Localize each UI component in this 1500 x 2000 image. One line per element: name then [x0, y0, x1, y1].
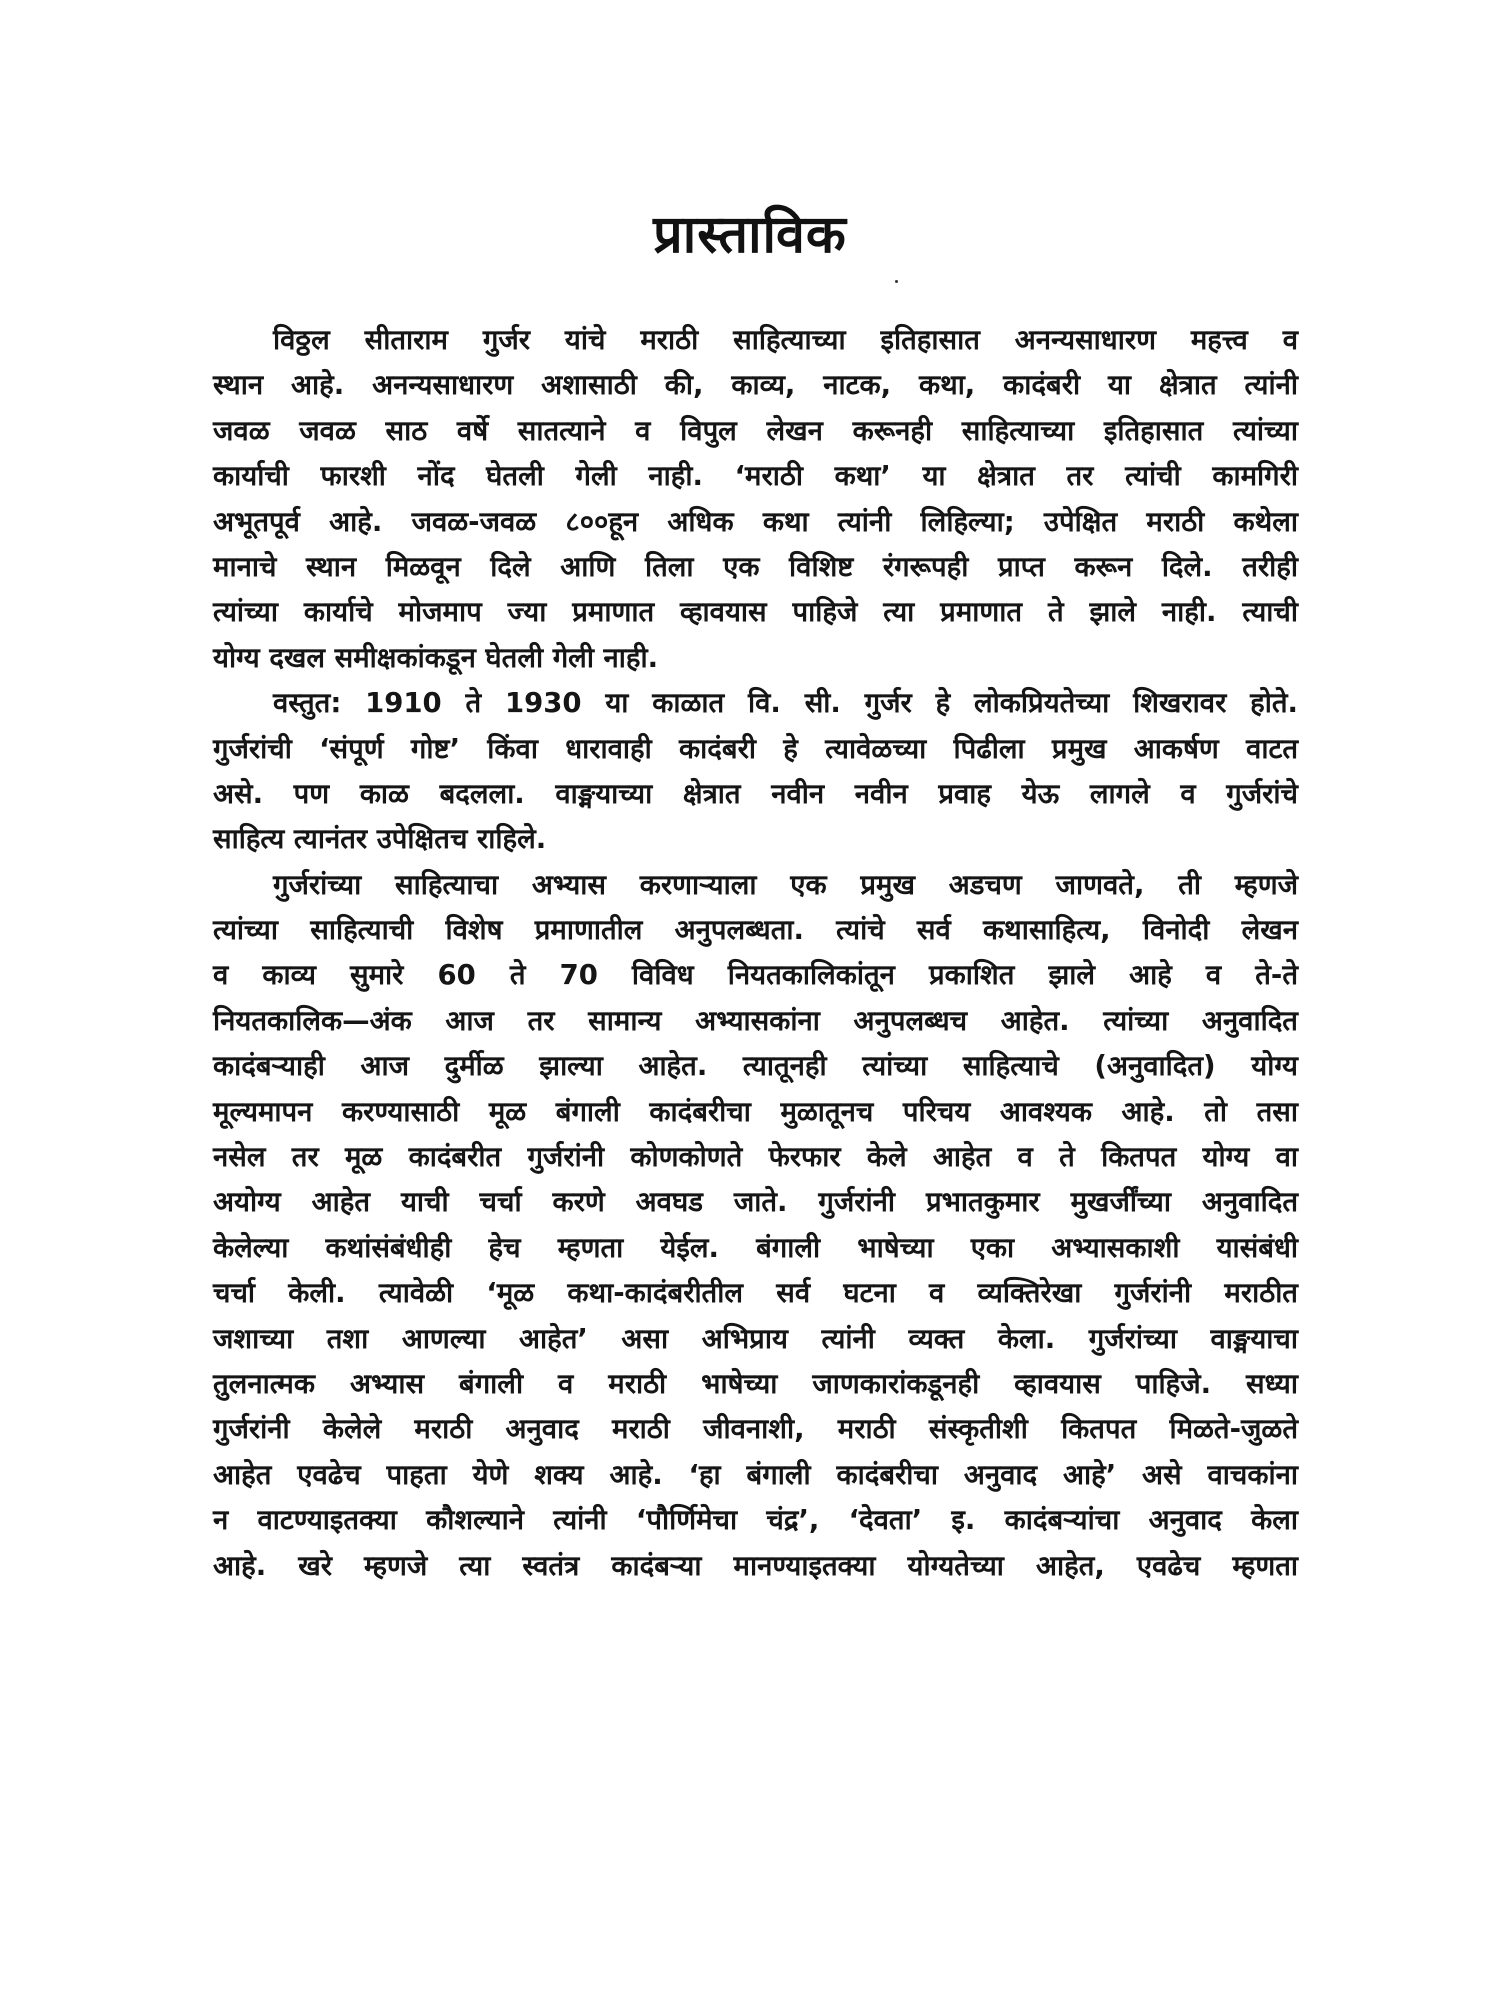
text-line: चर्चा केली. त्यावेळी ‘मूळ कथा-कादंबरीतील सर्व घटना व व्यक्तिरेखा गुर्जरांनी मराठीत: [213, 1277, 1298, 1310]
text-line: वस्तुत: 1910 ते 1930 या काळात वि. सी. गुर्जर हे लोकप्रियतेच्या शिखरावर होते.: [273, 687, 1298, 720]
text-line: गुर्जरांच्या साहित्याचा अभ्यास करणाऱ्याला एक प्रमुख अडचण जाणवते, ती म्हणजे: [273, 868, 1298, 901]
text-line: त्यांच्या कार्याचे मोजमाप ज्या प्रमाणात व्हावयास पाहिजे त्या प्रमाणात ते झाले नाही. त्याची: [213, 596, 1298, 629]
text-line: त्यांच्या साहित्याची विशेष प्रमाणातील अनुपलब्धता. त्यांचे सर्व कथासाहित्य, विनोदी लेखन: [213, 914, 1298, 947]
text-line: जवळ जवळ साठ वर्षे सातत्याने व विपुल लेखन करूनही साहित्याच्या इतिहासात त्यांच्या: [213, 414, 1298, 447]
text-line: कार्याची फारशी नोंद घेतली गेली नाही. ‘मराठी कथा’ या क्षेत्रात तर त्यांची कामगिरी: [213, 460, 1298, 493]
text-line: विठ्ठल सीताराम गुर्जर यांचे मराठी साहित्याच्या इतिहासात अनन्यसाधारण महत्त्व व: [273, 324, 1298, 356]
text-line: अयोग्य आहेत याची चर्चा करणे अवघड जाते. गुर्जरांनी प्रभातकुमार मुखर्जींच्या अनुवादित: [213, 1186, 1298, 1219]
text-line: मूल्यमापन करण्यासाठी मूळ बंगाली कादंबरीचा मुळातूनच परिचय आवश्यक आहे. तो तसा: [213, 1095, 1298, 1128]
text-line: नियतकालिक—अंक आज तर सामान्य अभ्यासकांना अनुपलब्धच आहेत. त्यांच्या अनुवादित: [213, 1004, 1298, 1037]
body-text: [213, 318, 1298, 1589]
page-title: प्रास्ताविक: [653, 205, 847, 265]
text-line: तुलनात्मक अभ्यास बंगाली व मराठी भाषेच्या जाणकारांकडूनही व्हावयास पाहिजे. सध्या: [213, 1367, 1298, 1400]
text-line: अभूतपूर्व आहे. जवळ-जवळ ८००हून अधिक कथा त्यांनी लिहिल्या; उपेक्षित मराठी कथेला: [213, 505, 1298, 538]
text-line: गुर्जरांची ‘संपूर्ण गोष्ट’ किंवा धारावाही कादंबरी हे त्यावेळच्या पिढीला प्रमुख आकर्षण वाटत: [213, 732, 1298, 765]
text-line: गुर्जरांनी केलेले मराठी अनुवाद मराठी जीवनाशी, मराठी संस्कृतीशी कितपत मिळते-जुळते: [213, 1413, 1298, 1446]
text-line: न वाटण्याइतक्या कौशल्याने त्यांनी ‘पौर्णिमेचा चंद्र’, ‘देवता’ इ. कादंबऱ्यांचा अनुवाद केला: [213, 1504, 1298, 1537]
text-line: स्थान आहे. अनन्यसाधारण अशासाठी की, काव्य, नाटक, कथा, कादंबरी या क्षेत्रात त्यांनी: [213, 369, 1298, 402]
text-line: व काव्य सुमारे 60 ते 70 विविध नियतकालिकांतून प्रकाशित झाले आहे व ते-ते: [213, 959, 1298, 992]
text-line: आहे. खरे म्हणजे त्या स्वतंत्र कादंबऱ्या मानण्याइतक्या योग्यतेच्या आहेत, एवढेच म्हणता: [213, 1549, 1298, 1582]
text-line: आहेत एवढेच पाहता येणे शक्य आहे. ‘हा बंगाली कादंबरीचा अनुवाद आहे’ असे वाचकांना: [213, 1458, 1298, 1491]
text-line: साहित्य त्यानंतर उपेक्षितच राहिले.: [213, 823, 547, 856]
text-line: कादंबऱ्याही आज दुर्मीळ झाल्या आहेत. त्यातूनही त्यांच्या साहित्याचे (अनुवादित) योग्य: [213, 1050, 1298, 1083]
text-line: केलेल्या कथांसंबंधीही हेच म्हणता येईल. बंगाली भाषेच्या एका अभ्यासकाशी यासंबंधी: [213, 1231, 1298, 1264]
text-line: जशाच्या तशा आणल्या आहेत’ असा अभिप्राय त्यांनी व्यक्त केला. गुर्जरांच्या वाङ्मयाचा: [213, 1322, 1298, 1355]
text-line: योग्य दखल समीक्षकांकडून घेतली गेली नाही.: [213, 641, 659, 674]
text-line: असे. पण काळ बदलला. वाङ्मयाच्या क्षेत्रात नवीन नवीन प्रवाह येऊ लागले व गुर्जरांचे: [213, 777, 1298, 810]
print-speck: [895, 280, 898, 283]
text-line: मानाचे स्थान मिळवून दिले आणि तिला एक विशिष्ट रंगरूपही प्राप्त करून दिले. तरीही: [213, 550, 1298, 583]
text-line: नसेल तर मूळ कादंबरीत गुर्जरांनी कोणकोणते फेरफार केले आहेत व ते कितपत योग्य वा: [213, 1141, 1298, 1174]
